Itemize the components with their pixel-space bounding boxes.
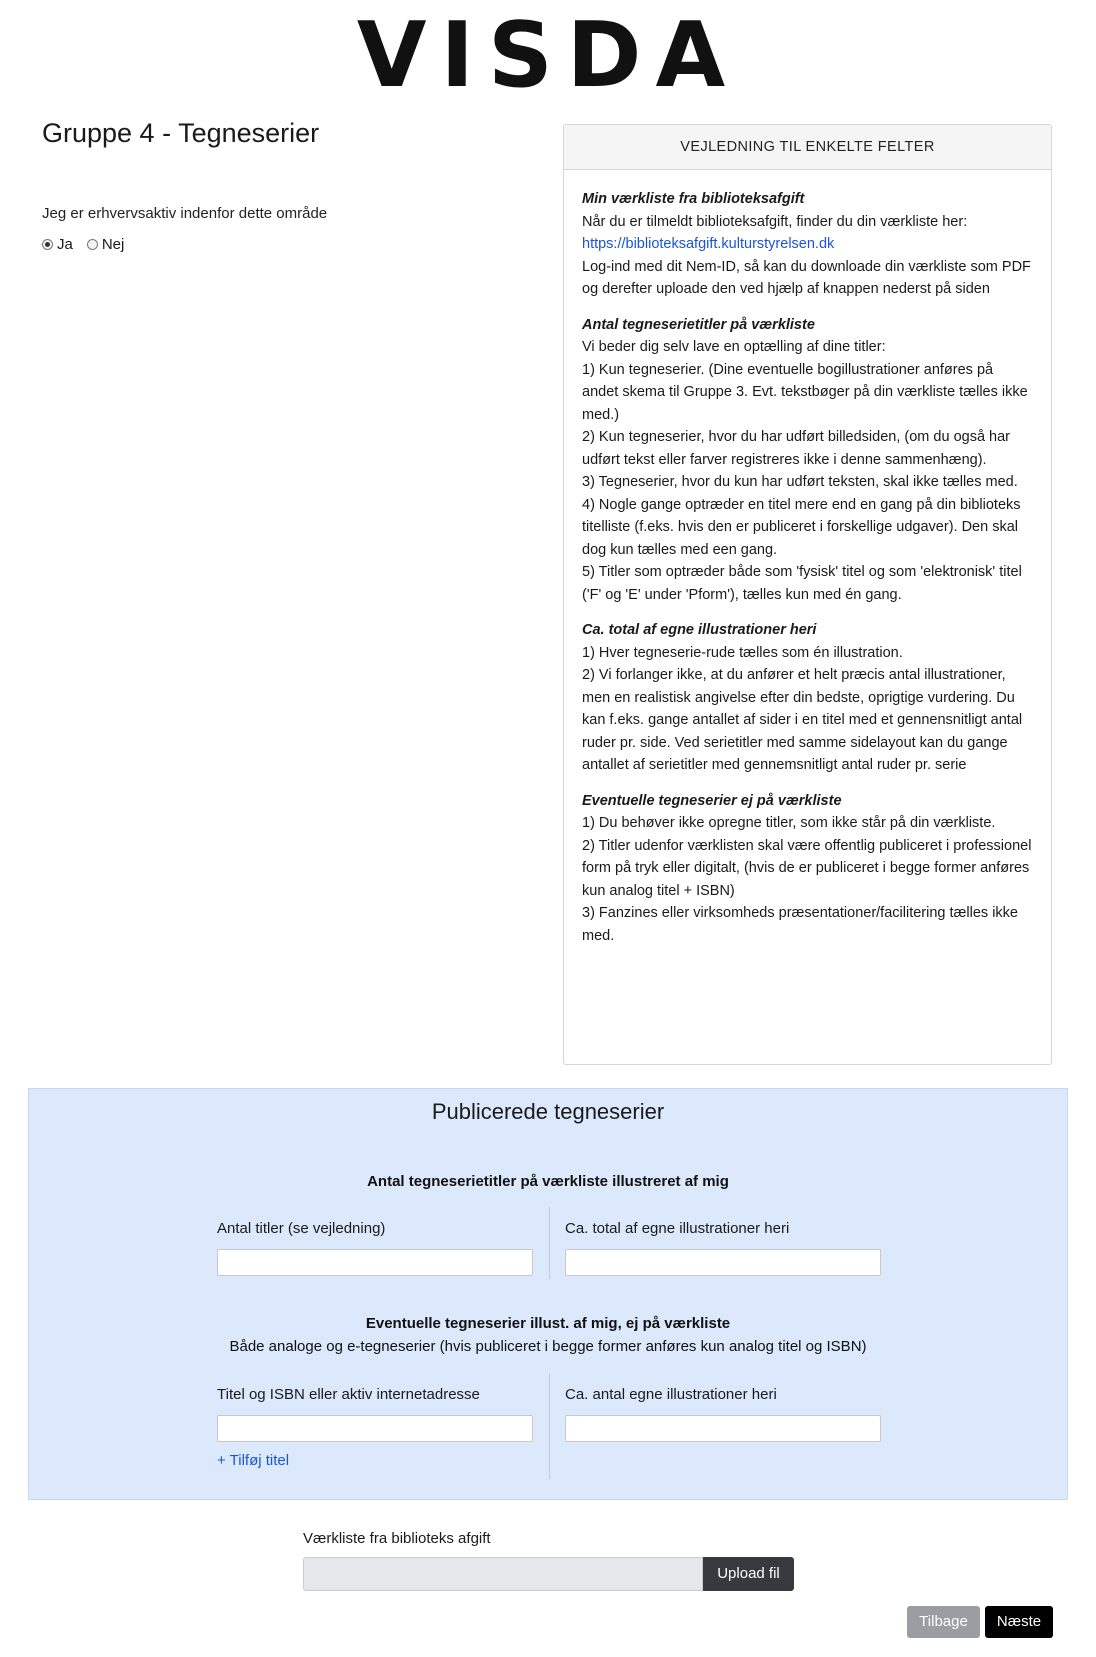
page-title: Gruppe 4 - Tegneserier <box>42 118 320 148</box>
titel-isbn-input[interactable] <box>217 1415 533 1442</box>
radio-nej-indicator[interactable] <box>87 239 98 250</box>
upload-file-button[interactable]: Upload fil <box>703 1557 794 1591</box>
antal-illustrationer-input[interactable] <box>565 1415 881 1442</box>
guide-line: 2) Vi forlanger ikke, at du anfører et helt præcis antal illustrationer, men en realistisk angivelse efter din bedste, oprigtige vurdering. Du kan f.eks. gange antallet af sider i en titel med et gennensnitligt antal ruder pr. side. Ved serietitler med samme sidelayout kan du gange antallet af serietitler med gennemsnitligt antal ruder pr. serie <box>582 667 1023 773</box>
block2-heading: Eventuelle tegneserier illust. af mig, ej på værkliste <box>365 1315 731 1332</box>
column-divider <box>549 1373 550 1479</box>
radio-ja-indicator[interactable] <box>42 239 53 250</box>
biblioteksafgift-link[interactable]: https://biblioteksafgift.kulturstyrelsen.dk <box>582 236 835 252</box>
radio-nej[interactable] <box>87 236 125 253</box>
guide-line: 2) Titler udenfor værklisten skal være offentlig publiceret i professionel form på tryk eller digitalt, (hvis de er publiceret i begge former anføres kun analog titel + ISBN) <box>582 837 1032 899</box>
activity-radio-group <box>42 236 124 253</box>
guide-line: 3) Fanzines eller virksomheds præsentationer/facilitering tælles ikke med. <box>582 905 1018 944</box>
guide-line: Vi beder dig selv lave en optælling af dine titler: <box>582 339 886 355</box>
guide-line: 1) Kun tegneserier. (Dine eventuelle bogillustrationer anføres på andet skema til Gruppe 3. Evt. tekstbøger på din værkliste tælles ikke med.) <box>582 361 1028 423</box>
add-title-link[interactable]: + Tilføj titel <box>217 1452 290 1469</box>
block1-heading: Antal tegneserietitler på værkliste illustreret af mig <box>367 1173 729 1190</box>
antal-illustrationer-label: Ca. antal egne illustrationer heri <box>565 1386 777 1403</box>
guide-section-vaerkliste <box>582 188 1033 301</box>
guide-text: Log-ind med dit Nem-ID, så kan du downloade din værkliste som PDF og derefter uploade den ved hjælp af knappen nederst på siden <box>582 258 1031 297</box>
upload-file-field[interactable] <box>303 1557 703 1591</box>
guide-section-illustrationer <box>582 619 1033 777</box>
guide-section-antal-titler <box>582 314 1033 607</box>
visda-logo: VISDA <box>356 3 740 108</box>
guide-line: 4) Nogle gange optræder en titel mere end en gang på din biblioteks titelliste (f.eks. hvis den er publiceret i forskellige udgaver). Den skal dog kun tælles med een gang. <box>582 496 1021 558</box>
guide-heading: Ca. total af egne illustrationer heri <box>582 622 817 638</box>
guide-heading: Antal tegneserietitler på værkliste <box>582 316 815 333</box>
total-illustrationer-label: Ca. total af egne illustrationer heri <box>565 1220 790 1237</box>
total-illustrationer-input[interactable] <box>565 1249 881 1276</box>
titel-isbn-label: Titel og ISBN eller aktiv internetadresse <box>217 1386 480 1403</box>
published-title: Publicerede tegneserier <box>431 1099 665 1124</box>
guide-heading: Eventuelle tegneserier ej på værkliste <box>582 792 842 809</box>
column-divider <box>549 1207 550 1279</box>
guide-section-ej-paa-vaerkliste <box>582 790 1033 948</box>
guide-line: 2) Kun tegneserier, hvor du har udført billedsiden, (om du også har udført tekst eller farver registreres ikke i denne sammenhæng). <box>582 429 1010 468</box>
activity-question: Jeg er erhvervsaktiv indenfor dette område <box>42 205 328 222</box>
guide-line: 1) Du behøver ikke opregne titler, som ikke står på din værkliste. <box>582 815 996 831</box>
guide-heading: Min værkliste fra biblioteksafgift <box>582 191 805 207</box>
radio-ja[interactable] <box>42 236 73 253</box>
guide-header: VEJLEDNING TIL ENKELTE FELTER <box>564 125 1051 170</box>
block2-subtext: Både analoge og e-tegneserier (hvis publiceret i begge former anføres kun analog titel og ISBN) <box>229 1338 867 1355</box>
guide-body <box>564 170 1051 947</box>
published-comics-panel <box>28 1088 1068 1500</box>
guide-panel <box>563 124 1052 1065</box>
antal-titler-input[interactable] <box>217 1249 533 1276</box>
guide-line: 5) Titler som optræder både som 'fysisk' titel og som 'elektronisk' titel ('F' og 'E' under 'Pform'), tælles kun med én gang. <box>582 564 1022 603</box>
guide-line: 3) Tegneserier, hvor du kun har udført teksten, skal ikke tælles med. <box>582 474 1018 490</box>
radio-ja-label: Ja <box>57 236 73 253</box>
radio-nej-label: Nej <box>101 236 125 253</box>
back-button[interactable]: Tilbage <box>907 1606 980 1638</box>
next-button[interactable]: Næste <box>985 1606 1053 1638</box>
antal-titler-label: Antal titler (se vejledning) <box>217 1220 386 1237</box>
guide-text: Når du er tilmeldt biblioteksafgift, finder du din værkliste her: <box>582 213 968 230</box>
upload-label: Værkliste fra biblioteks afgift <box>303 1530 491 1547</box>
guide-line: 1) Hver tegneserie-rude tælles som én illustration. <box>582 644 903 661</box>
